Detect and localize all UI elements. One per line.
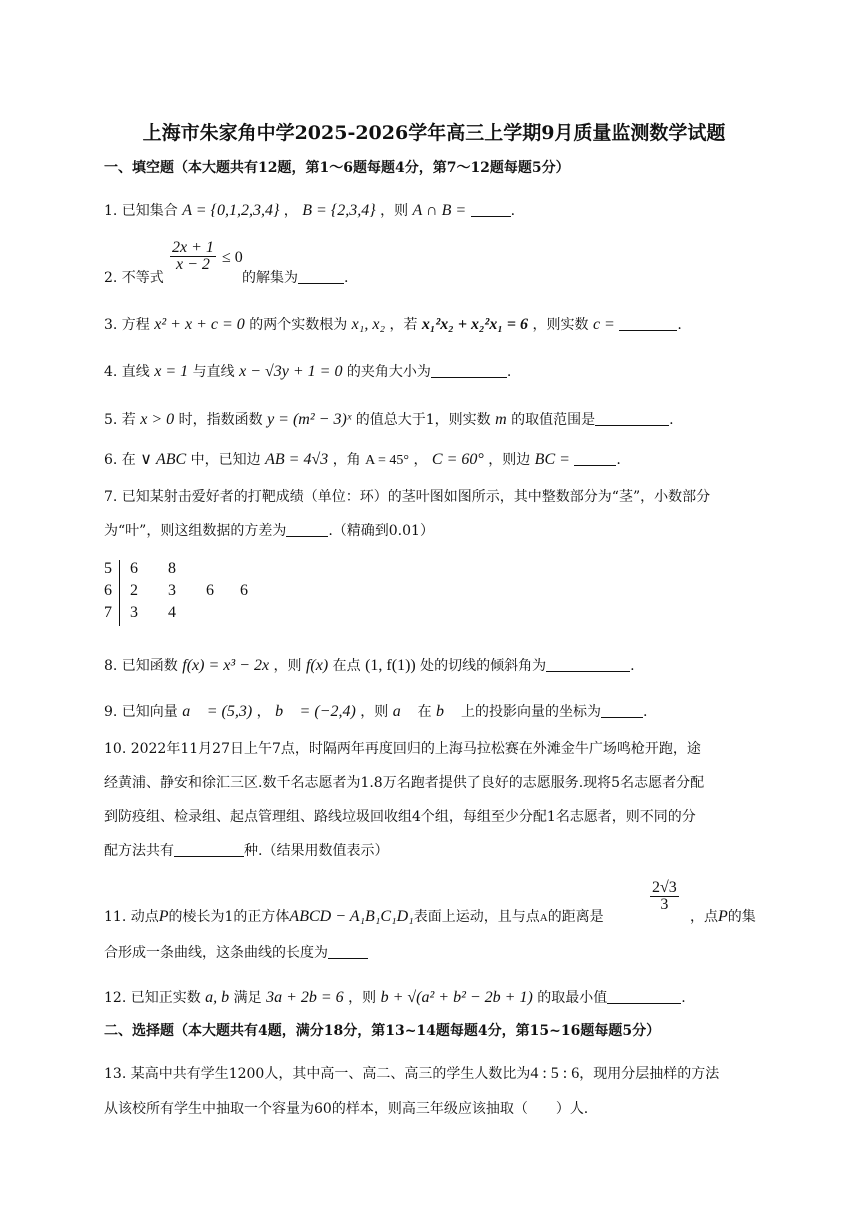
q9-text-mid2: ，则 — [360, 704, 389, 720]
q5-answer-blank[interactable] — [595, 424, 669, 426]
q8-point: (1, f(1)) — [365, 657, 416, 674]
q11-text-line2: 合形成一条曲线，这条曲线的长度为 — [104, 945, 328, 961]
q8-end: . — [630, 658, 635, 674]
q6-text-mid: 中，已知边 — [190, 452, 261, 468]
q13-text-post: ，现用分层抽样的方法 — [579, 1066, 720, 1082]
q2-fraction — [170, 240, 216, 273]
q11-text-post: ，点 — [690, 909, 718, 925]
q11-text-mid: 的棱长为1的正方体 — [168, 909, 290, 925]
q3-text: 3. 方程 — [104, 317, 150, 333]
question-13-line-1 — [104, 1066, 768, 1082]
q11-numerator: 2√3 — [652, 879, 677, 896]
q5-end: . — [669, 412, 674, 428]
q12-text-mid: 满足 — [233, 990, 262, 1006]
page-title: 上海市朱家角中学2025-2026学年高三上学期9月质量监测数学试题 — [142, 122, 726, 144]
q4-text-post: 的夹角大小为 — [346, 364, 431, 380]
q11-point-p2: P — [718, 908, 728, 925]
q11-line-1 — [104, 909, 604, 925]
q2-tail — [242, 271, 348, 285]
q5-function: y = (m² − 3)ˣ — [267, 411, 352, 428]
q4-line-2: x − √3y + 1 = 0 — [239, 363, 343, 380]
q1-text: 1. 已知集合 — [104, 203, 178, 219]
question-1 — [104, 203, 768, 219]
leaf-value: 8 — [168, 560, 176, 577]
q1-text-post: ，则 — [380, 203, 409, 219]
q11-text-mid3: 的距离是 — [547, 909, 604, 925]
q11-denominator: 3 — [660, 896, 669, 913]
stem-value: 5 — [104, 560, 112, 577]
stem-leaf-row — [104, 560, 274, 582]
q2-end: . — [344, 270, 349, 286]
q4-line-1: x = 1 — [154, 363, 189, 380]
q1-end: . — [510, 203, 516, 219]
q8-function: f(x) = x³ − 2x — [182, 657, 270, 674]
q12-end: . — [681, 990, 686, 1006]
question-5 — [104, 412, 768, 428]
q12-variables: a, b — [205, 989, 230, 1006]
q9-a-ref: a⃗ — [392, 703, 414, 720]
q4-text-mid: 与直线 — [192, 364, 235, 380]
question-7-line-2 — [104, 524, 768, 538]
q10-text: 配方法共有 — [104, 843, 174, 859]
question-13-line-2: 从该校所有学生中抽取一个容量为60的样本，则高三年级应该抽取（ ）人. — [104, 1101, 589, 1117]
q6-side-bc: BC = — [534, 451, 570, 468]
q11-text: 11. 动点 — [104, 909, 159, 925]
q5-text-post: 的值总大于1，则实数 — [355, 412, 491, 428]
q5-text-post2: 的取值范围是 — [511, 412, 596, 428]
leaf-value: 6 — [206, 582, 214, 599]
q11-point-p: P — [158, 908, 169, 925]
leaf-value: 6 — [130, 560, 138, 577]
q11-text-mid2: 表面上运动，且与点 — [413, 909, 540, 925]
stem-leaf-row — [104, 604, 274, 626]
question-11-line-2 — [104, 946, 768, 960]
q4-text: 4. 直线 — [104, 364, 150, 380]
question-10-line-3: 到防疫组、检录组、起点管理组、路线垃圾回收组4个组，每组至少分配1名志愿者，则不同的分 — [104, 809, 696, 825]
q12-condition: 3a + 2b = 6 — [266, 989, 344, 1006]
section-2-heading: 二、选择题（本大题共有4题，满分18分，第13~14题每题4分，第15~16题每题5分） — [104, 1023, 661, 1039]
q8-answer-blank[interactable] — [546, 670, 630, 672]
q3-text-post: ，则实数 — [532, 317, 589, 333]
q12-answer-blank[interactable] — [607, 1002, 681, 1004]
q11-answer-blank[interactable] — [328, 957, 368, 959]
q6-triangle: ∨ ABC — [140, 451, 187, 468]
q9-answer-blank[interactable] — [601, 716, 643, 718]
question-4 — [104, 364, 768, 380]
q9-text-mid3: 在 — [417, 704, 432, 720]
q9-vector-a: a⃗ = (5,3) — [182, 703, 253, 720]
q11-cube: ABCD − A₁B₁C₁D₁ — [289, 908, 414, 925]
q1-sep: ， — [283, 203, 298, 219]
question-6 — [104, 452, 768, 468]
q3-text-mid2: ，若 — [389, 317, 418, 333]
q5-variable: m — [495, 411, 507, 428]
q1-set-b: B = {2,3,4} — [302, 202, 376, 219]
q6-text-mid2: ，角 — [332, 452, 361, 468]
q6-text: 6. 在 — [104, 452, 136, 468]
q11-text-post2: 的集 — [727, 909, 756, 925]
q3-text-mid: 的两个实数根为 — [249, 317, 348, 333]
question-7-line-1: 7. 已知某射击爱好者的打靶成绩（单位：环）的茎叶图如图所示，其中整数部分为“茎”，小数部分 — [104, 489, 711, 505]
question-9 — [104, 704, 768, 720]
leaf-value: 6 — [240, 582, 248, 599]
q1-answer-blank[interactable] — [471, 215, 511, 217]
q5-condition: x > 0 — [140, 411, 175, 428]
question-10-line-4 — [104, 844, 768, 858]
q13-text: 13. 某高中共有学生1200人，其中高一、高二、高三的学生人数比为 — [104, 1066, 531, 1082]
question-10-line-1: 10. 2022年11月27日上午7点，时隔两年再度回归的上海马拉松赛在外滩金牛广场鸣枪开跑，途 — [104, 741, 701, 757]
q3-roots: x₁, x₂ — [351, 316, 385, 333]
q1-set-a: A = {0,1,2,3,4} — [182, 202, 280, 219]
q4-end: . — [506, 364, 512, 380]
q12-text-mid2: ，则 — [348, 990, 377, 1006]
q6-text-mid3: ， — [413, 452, 428, 468]
q8-text-mid2: 在点 — [332, 658, 361, 674]
q6-text-post: ，则边 — [488, 452, 531, 468]
q11-line-1-tail — [690, 909, 756, 925]
q6-answer-blank[interactable] — [574, 464, 616, 466]
q10-answer-blank[interactable] — [174, 855, 244, 857]
q2-text-post: 的解集为 — [242, 270, 298, 286]
q13-ratio: 4 : 5 : 6 — [530, 1065, 580, 1082]
question-11 — [104, 880, 768, 932]
stem-leaf-plot — [104, 560, 274, 626]
q9-b-ref: b⃗ — [436, 703, 457, 720]
question-10-line-2: 经黄浦、静安和徐汇三区.数千名志愿者为1.8万名跑者提供了良好的志愿服务.现将5名志愿者分配 — [104, 775, 705, 791]
q5-text: 5. 若 — [104, 412, 136, 428]
q2-relation: ≤ 0 — [222, 249, 243, 266]
q8-text-post: 处的切线的倾斜角为 — [420, 658, 547, 674]
stem-leaf-row — [104, 582, 274, 604]
leaf-value: 2 — [130, 582, 138, 599]
q9-end: . — [642, 704, 648, 720]
q7-text-post: .（精确到0.01） — [328, 523, 434, 539]
q9-text: 9. 已知向量 — [104, 704, 178, 720]
stem-value: 6 — [104, 582, 112, 599]
q3-condition: x₁²x₂ + x₂²x₁ = 6 — [421, 316, 529, 333]
leaf-value: 3 — [130, 604, 138, 621]
q9-vector-b: b⃗ = (−2,4) — [275, 703, 356, 720]
q2-text: 2. 不等式 — [104, 270, 164, 286]
q3-variable: c = — [592, 316, 615, 333]
q6-angle-a: A = 45° — [365, 453, 409, 468]
question-12 — [104, 990, 768, 1006]
question-3 — [104, 317, 768, 333]
q3-end: . — [677, 317, 682, 333]
q5-text-mid: 时，指数函数 — [178, 412, 263, 428]
q11-point-a: A — [539, 912, 548, 924]
q11-fraction — [650, 880, 679, 913]
q3-equation: x² + x + c = 0 — [154, 316, 245, 333]
leaf-value: 3 — [168, 582, 176, 599]
q6-end: . — [616, 452, 621, 468]
q12-text-post: 的取最小值 — [537, 990, 608, 1006]
question-8 — [104, 658, 768, 674]
leaf-value: 4 — [168, 604, 176, 621]
q10-text-post: 种.（结果用数值表示） — [244, 843, 389, 859]
q2-denominator: x − 2 — [176, 256, 210, 273]
q1-expression: A ∩ B = — [412, 202, 467, 219]
q2-numerator: 2x + 1 — [172, 239, 214, 256]
q3-answer-blank[interactable] — [619, 329, 677, 331]
q2-answer-blank[interactable] — [298, 282, 344, 284]
q8-text: 8. 已知函数 — [104, 658, 178, 674]
q7-text: 为“叶”，则这组数据的方差为 — [104, 523, 287, 539]
question-2 — [104, 240, 768, 288]
q6-side-ab: AB = 4√3 — [265, 451, 329, 468]
q9-text-post: 上的投影向量的坐标为 — [460, 704, 601, 720]
stem-value: 7 — [104, 604, 112, 621]
q7-answer-blank[interactable] — [286, 535, 328, 537]
q8-text-mid: ，则 — [273, 658, 302, 674]
q12-text: 12. 已知正实数 — [104, 990, 201, 1006]
q6-angle-c: C = 60° — [431, 451, 484, 468]
q9-sep: ， — [256, 704, 271, 720]
q8-fx: f(x) — [305, 657, 329, 674]
section-1-heading: 一、填空题（本大题共有12题，第1～6题每题4分，第7～12题每题5分） — [104, 160, 570, 176]
q12-expression: b + √(a² + b² − 2b + 1) — [380, 989, 533, 1006]
q4-answer-blank[interactable] — [431, 376, 507, 378]
